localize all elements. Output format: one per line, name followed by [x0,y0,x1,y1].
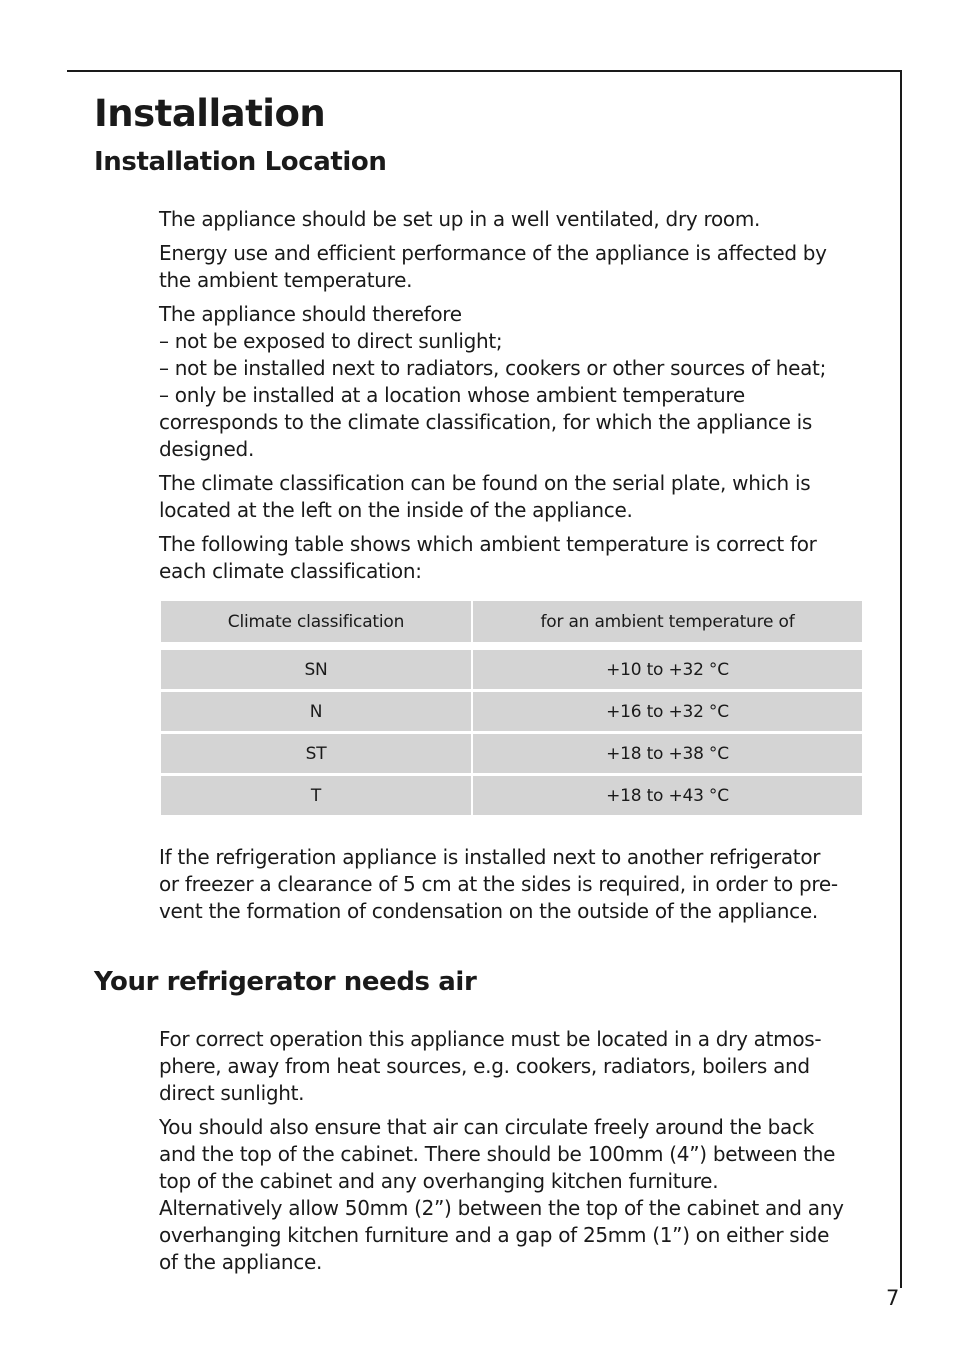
text-line: – only be installed at a location whose ambient temperature [159,383,745,407]
text-line: and the top of the cabinet. There should be 100mm (4”) between the [159,1142,836,1166]
text-line: or freezer a clearance of 5 cm at the sides is required, in order to pre- [159,872,838,896]
table-spacer [161,645,862,647]
text-line: – not be exposed to direct sunlight; [159,329,503,353]
text-line: The climate classification can be found on the serial plate, which is [159,471,811,495]
text-line: For correct operation this appliance must be located in a dry atmos- [159,1027,822,1051]
table-cell-class: SN [161,650,471,689]
table-row [161,650,862,689]
text-line: located at the left on the inside of the appliance. [159,498,633,522]
paragraph [159,206,879,233]
table-cell-temperature: +18 to +43 °C [473,776,862,815]
text-line: of the appliance. [159,1250,323,1274]
text-line: top of the cabinet and any overhanging kitchen furniture. [159,1169,719,1193]
text-line: The appliance should be set up in a well ventilated, dry room. [159,207,761,231]
table-cell-temperature: +16 to +32 °C [473,692,862,731]
top-rule [67,70,902,72]
text-line: the ambient temperature. [159,268,413,292]
text-line: The appliance should therefore [159,302,462,326]
table-cell-class: T [161,776,471,815]
paragraph [159,301,879,463]
table-row [161,734,862,773]
table-cell-class: ST [161,734,471,773]
page-number: 7 [886,1286,900,1310]
table-cell-class: N [161,692,471,731]
paragraph [159,531,879,585]
text-line: You should also ensure that air can circulate freely around the back [159,1115,814,1139]
text-line: If the refrigeration appliance is installed next to another refrigerator [159,845,821,869]
paragraph [159,240,879,294]
text-line: corresponds to the climate classification, for which the appliance is [159,410,813,434]
page-title: Installation [94,92,326,135]
paragraph [159,844,879,925]
text-line: vent the formation of condensation on the outside of the appliance. [159,899,818,923]
paragraph [159,470,879,524]
text-line: overhanging kitchen furniture and a gap of 25mm (1”) on either side [159,1223,830,1247]
table-header-row [161,601,862,642]
climate-classification-table [159,598,864,818]
table-row [161,692,862,731]
table-header-temperature: for an ambient temperature of [473,601,862,642]
text-line: direct sunlight. [159,1081,305,1105]
text-line: Alternatively allow 50mm (2”) between the top of the cabinet and any [159,1196,844,1220]
section-heading-refrigerator-air: Your refrigerator needs air [94,967,477,997]
paragraph [159,1114,879,1276]
text-line: Energy use and efficient performance of the appliance is affected by [159,241,827,265]
refrigerator-air-text [159,1026,879,1283]
text-line: The following table shows which ambient temperature is correct for [159,532,817,556]
right-rule [900,70,902,1288]
table-cell-temperature: +18 to +38 °C [473,734,862,773]
section-heading-installation-location: Installation Location [94,147,387,177]
text-line: phere, away from heat sources, e.g. cookers, radiators, boilers and [159,1054,810,1078]
table-header-climate: Climate classification [161,601,471,642]
table-row [161,776,862,815]
text-line: designed. [159,437,255,461]
installation-location-text [159,206,879,592]
paragraph [159,1026,879,1107]
table-cell-temperature: +10 to +32 °C [473,650,862,689]
clearance-text [159,844,879,932]
text-line: – not be installed next to radiators, cookers or other sources of heat; [159,356,827,380]
text-line: each climate classification: [159,559,422,583]
